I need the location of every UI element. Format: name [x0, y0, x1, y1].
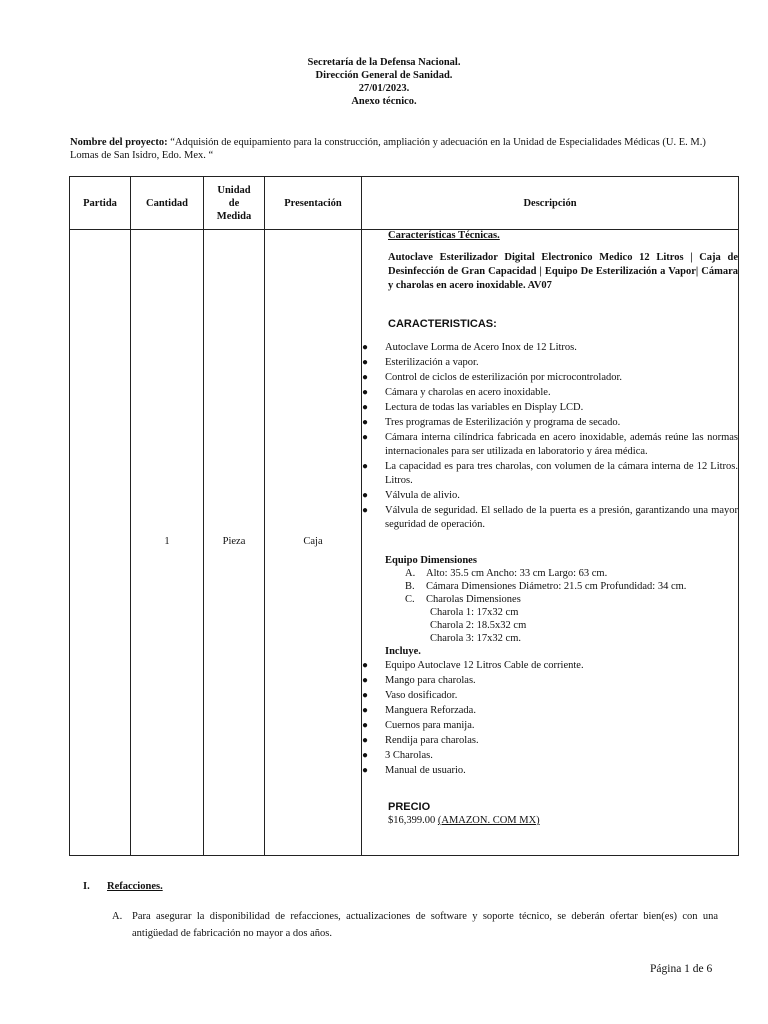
feature-item [362, 416, 738, 431]
section-title: Refacciones. [107, 881, 163, 892]
feature-item-text: Válvula de seguridad. El sellado de la puerta es a presión, garantizando una mayor seguridad de operación. [385, 505, 738, 531]
price-label: PRECIO [388, 801, 431, 814]
includes-item-text: 3 Charolas. [385, 750, 433, 762]
dimension-text: Charolas Dimensiones [426, 594, 521, 606]
bullet-icon: ● [362, 417, 369, 429]
includes-item [362, 674, 738, 689]
product-title: Autoclave Esterilizador Digital Electronico Medico 12 Litros | Caja de Desinfección de Gran Capacidad | Equipo De Esterilización a Vapor| Cámara y charolas en acero inoxidable. AV07 [388, 252, 738, 292]
feature-item-text: La capacidad es para tres charolas, con volumen de la cámara interna de 12 Litros. Litros. [385, 461, 738, 487]
cell-unidad: Pieza [204, 230, 265, 856]
dimension-letter: A. [405, 568, 416, 580]
feature-item [362, 460, 738, 489]
bullet-icon: ● [362, 735, 369, 747]
includes-item-text: Manual de usuario. [385, 765, 466, 777]
includes-title: Incluye. [385, 646, 421, 658]
header-partida: Partida [70, 177, 131, 230]
bullet-icon: ● [362, 750, 369, 762]
dimension-item [405, 593, 738, 606]
bullet-icon: ● [362, 675, 369, 687]
includes-item [362, 749, 738, 764]
dimension-letter: C. [405, 594, 415, 606]
includes-item [362, 719, 738, 734]
dimensions-list [405, 567, 738, 606]
header-line-direccion: Dirección General de Sanidad. [315, 70, 453, 81]
includes-item [362, 734, 738, 749]
dimension-item [405, 580, 738, 593]
section-number: I. [83, 881, 90, 892]
section-a-paragraph [112, 908, 718, 942]
dimension-text: Cámara Dimensiones Diámetro: 21.5 cm Profundidad: 34 cm. [426, 581, 687, 593]
feature-item [362, 504, 738, 533]
includes-item-text: Vaso dosificador. [385, 690, 458, 702]
table-header-row [70, 177, 739, 230]
feature-item-text: Esterilización a vapor. [385, 357, 479, 369]
section-a-letter: A. [112, 911, 123, 922]
includes-item-text: Manguera Reforzada. [385, 705, 476, 717]
feature-item [362, 401, 738, 416]
header-line-date: 27/01/2023. [358, 83, 410, 94]
bullet-icon: ● [362, 505, 369, 517]
project-text: “Adquisión de equipamiento para la construcción, ampliación y adecuación en la Unidad de Especialidades Médicas (U. E. M.) Lomas de San Isidro, Edo. Mex. “ [70, 137, 706, 161]
bullet-icon: ● [362, 372, 369, 384]
feature-item-text: Tres programas de Esterilización y programa de secado. [385, 417, 621, 429]
header-unidad-l1: Unidad [217, 184, 251, 196]
technical-table [69, 176, 739, 856]
header-cantidad: Cantidad [131, 177, 204, 230]
section-a-text: Para asegurar la disponibilidad de refacciones, actualizaciones de software y soporte técnico, se deberán ofertar bien(es) con una antigüedad de fabricación no mayor a dos años. [132, 911, 718, 939]
dimension-text: Alto: 35.5 cm Ancho: 33 cm Largo: 63 cm. [426, 568, 608, 580]
bullet-icon: ● [362, 357, 369, 369]
includes-item [362, 704, 738, 719]
header-presentacion: Presentación [265, 177, 362, 230]
includes-item-text: Mango para charolas. [385, 675, 476, 687]
charola-item: Charola 1: 17x32 cm [430, 607, 519, 619]
bullet-icon: ● [362, 342, 369, 354]
cell-partida [70, 230, 131, 856]
charola-item: Charola 2: 18.5x32 cm [430, 620, 527, 632]
charolas-list [388, 606, 738, 645]
feature-item-text: Autoclave Lorma de Acero Inox de 12 Litros. [385, 342, 577, 354]
charola-item: Charola 3: 17x32 cm. [430, 633, 521, 645]
document-header [0, 56, 768, 108]
dimension-letter: B. [405, 581, 415, 593]
bullet-icon: ● [362, 402, 369, 414]
header-line-secretaria: Secretaría de la Defensa Nacional. [307, 57, 461, 68]
project-name [70, 136, 720, 162]
includes-item [362, 659, 738, 674]
bullet-icon: ● [362, 432, 369, 444]
header-unidad-l2: de [228, 197, 240, 209]
feature-item [362, 356, 738, 371]
price-source-link[interactable]: (AMAZON. COM MX) [437, 815, 540, 827]
bullet-icon: ● [362, 765, 369, 777]
bullet-icon: ● [362, 720, 369, 732]
feature-item [362, 431, 738, 460]
dimensions-title: Equipo Dimensiones [385, 555, 477, 567]
includes-item-text: Equipo Autoclave 12 Litros Cable de corriente. [385, 660, 584, 672]
feature-item-text: Válvula de alivio. [385, 490, 460, 502]
bullet-icon: ● [362, 490, 369, 502]
features-list [362, 341, 738, 533]
header-unidad-l3: Medida [216, 210, 252, 222]
cell-cantidad: 1 [131, 230, 204, 856]
feature-item-text: Cámara y charolas en acero inoxidable. [385, 387, 551, 399]
includes-item [362, 689, 738, 704]
section-refacciones [83, 880, 163, 894]
feature-item-text: Control de ciclos de esterilización por microcontrolador. [385, 372, 623, 384]
feature-item-text: Cámara interna cilíndrica fabricada en acero inoxidable, además reúne las normas internacionales para ser utilizada en laboratorio y área médica. [385, 432, 738, 458]
cell-presentacion: Caja [265, 230, 362, 856]
price-value-line [388, 814, 738, 828]
tech-title: Características Técnicas. [388, 230, 500, 241]
price-value: $16,399.00 [388, 815, 436, 827]
table-row [70, 230, 739, 856]
dimension-item [405, 567, 738, 580]
bullet-icon: ● [362, 690, 369, 702]
feature-item [362, 489, 738, 504]
header-descripcion: Descripción [362, 177, 739, 230]
bullet-icon: ● [362, 387, 369, 399]
feature-item [362, 386, 738, 401]
feature-item-text: Lectura de todas las variables en Display LCD. [385, 402, 584, 414]
feature-item [362, 371, 738, 386]
header-line-anexo: Anexo técnico. [351, 96, 417, 107]
includes-item [362, 764, 738, 779]
includes-item-text: Cuernos para manija. [385, 720, 475, 732]
project-label: Nombre del proyecto: [70, 137, 168, 148]
includes-item-text: Rendija para charolas. [385, 735, 479, 747]
page-number: Página 1 de 6 [650, 963, 713, 975]
features-heading: CARACTERISTICAS: [388, 318, 497, 331]
cell-descripcion [362, 230, 739, 856]
includes-list [362, 659, 738, 779]
bullet-icon: ● [362, 461, 369, 473]
header-unidad [204, 177, 265, 230]
bullet-icon: ● [362, 705, 369, 717]
bullet-icon: ● [362, 660, 369, 672]
feature-item [362, 341, 738, 356]
